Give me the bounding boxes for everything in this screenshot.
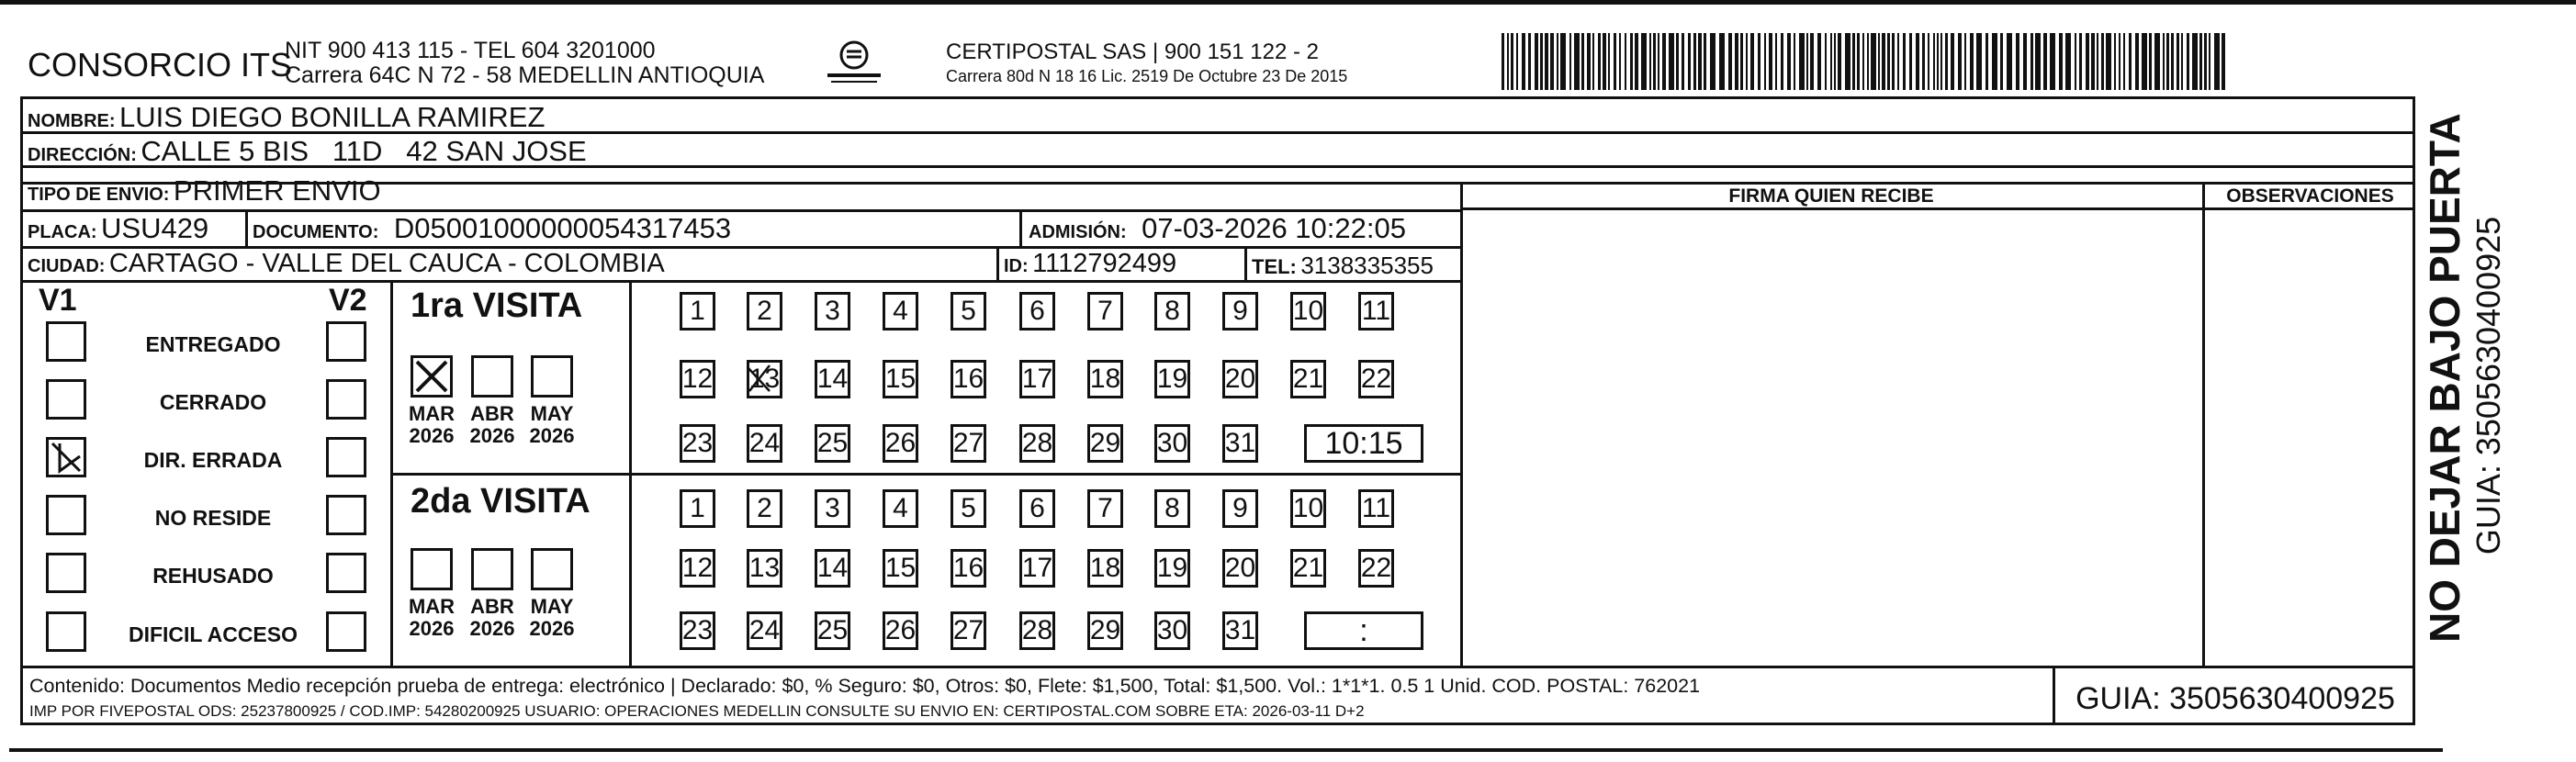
footer-divider — [20, 666, 2415, 668]
visit2-day-box[interactable]: 7 — [1087, 489, 1123, 528]
month-label — [524, 596, 579, 640]
visit2-day-box[interactable]: 28 — [1019, 611, 1055, 650]
id-value: 1112792499 — [1032, 249, 1177, 278]
ciudad-label: CIUDAD: — [28, 256, 106, 276]
visit2-day-box[interactable]: 29 — [1087, 611, 1123, 650]
observaciones-header: OBSERVACIONES — [2226, 185, 2394, 207]
visit2-day-box[interactable]: 23 — [680, 611, 715, 650]
v2-header: V2 — [329, 283, 367, 318]
side-guia: GUIA: 3505630400925 — [2469, 216, 2507, 555]
nombre-value: LUIS DIEGO BONILLA RAMIREZ — [119, 101, 546, 133]
month-year: 2026 — [529, 424, 575, 448]
v2-checkbox[interactable] — [326, 495, 366, 535]
cell-divider — [1019, 209, 1022, 246]
footer-imp: IMP POR FIVEPOSTAL ODS: 25237800925 / COD.IMP: 54280200925 USUARIO: OPERACIONES MEDELLIN CONSULTE SU ENVIO EN: CERTIPOSTAL.COM SOBRE ETA: 2026-03-11 D+2 — [29, 702, 1365, 720]
visit1-month-checkbox[interactable] — [471, 355, 513, 398]
month-name: ABR — [470, 402, 514, 425]
visit2-day-box[interactable]: 25 — [815, 611, 850, 650]
visit2-title: 2da VISITA — [411, 482, 591, 521]
tel-cell — [1252, 252, 1434, 280]
status-label: ENTREGADO — [145, 332, 281, 356]
v1-checkbox[interactable] — [46, 321, 86, 362]
visit1-day-box[interactable]: 4 — [883, 292, 918, 331]
visit2-time-box[interactable]: : — [1304, 611, 1423, 650]
v1-checkbox[interactable] — [46, 379, 86, 420]
month-label — [465, 403, 520, 447]
visit2-day-box[interactable]: 3 — [815, 489, 850, 528]
id-label: ID: — [1004, 256, 1029, 276]
month-name: MAR — [408, 595, 456, 618]
ciudad-cell — [28, 249, 665, 279]
id-cell — [1004, 249, 1176, 279]
month-year: 2026 — [469, 424, 515, 448]
status-label: DIR. ERRADA — [143, 448, 283, 472]
documento-value: D05001000000054317453 — [393, 212, 732, 244]
visit1-day-box[interactable]: 18 — [1087, 360, 1123, 398]
visit1-day-box[interactable]: 19 — [1154, 360, 1190, 398]
month-label — [404, 596, 459, 640]
month-name: ABR — [470, 595, 514, 618]
admision-label: ADMISIÓN: — [1029, 222, 1127, 242]
visit2-day-box[interactable]: 8 — [1154, 489, 1190, 528]
company-address: Carrera 64C N 72 - 58 MEDELLIN ANTIOQUIA — [285, 62, 765, 88]
visit1-day-box[interactable]: 21 — [1290, 360, 1326, 398]
visit2-day-box[interactable]: 15 — [883, 549, 918, 588]
visit2-day-box[interactable]: 30 — [1154, 611, 1190, 650]
placa-label: PLACA: — [28, 222, 97, 242]
visit2-day-box[interactable]: 17 — [1019, 549, 1055, 588]
visit1-month-checkbox[interactable] — [411, 355, 453, 398]
certipostal-info: CERTIPOSTAL SAS | 900 151 122 - 2 — [946, 39, 1319, 64]
visit2-day-box[interactable]: 1 — [680, 489, 715, 528]
visit1-day-box[interactable]: 2 — [747, 292, 782, 331]
visit1-day-box[interactable]: 14 — [815, 360, 850, 398]
visit2-day-box[interactable]: 31 — [1222, 611, 1258, 650]
visit2-day-box[interactable]: 21 — [1290, 549, 1326, 588]
company-name: CONSORCIO ITS — [28, 46, 293, 84]
visit2-day-box[interactable]: 20 — [1222, 549, 1258, 588]
visit1-day-box[interactable]: 10 — [1290, 292, 1326, 331]
documento-label: DOCUMENTO: — [253, 222, 379, 242]
visit2-day-box[interactable]: 5 — [951, 489, 986, 528]
visit1-day-box[interactable]: 3 — [815, 292, 850, 331]
tel-value: 3138335355 — [1300, 252, 1434, 279]
v2-checkbox[interactable] — [326, 379, 366, 420]
visit1-day-box[interactable]: 6 — [1019, 292, 1055, 331]
visit2-month-checkbox[interactable] — [531, 548, 573, 590]
visit1-day-box[interactable]: 23 — [680, 424, 715, 463]
tipo-row — [28, 174, 381, 207]
tel-label: TEL: — [1252, 255, 1297, 278]
row-divider — [20, 280, 1460, 283]
visit1-day-box[interactable]: 12 — [680, 360, 715, 398]
visit2-day-box[interactable]: 27 — [951, 611, 986, 650]
visit1-day-box[interactable]: 11 — [1358, 292, 1394, 331]
visit1-day-box[interactable]: 30 — [1154, 424, 1190, 463]
certipostal-address: Carrera 80d N 18 16 Lic. 2519 De Octubre 23 De 2015 — [946, 67, 1348, 85]
visit2-day-box[interactable]: 9 — [1222, 489, 1258, 528]
company-nit: NIT 900 413 115 - TEL 604 3201000 — [285, 38, 656, 63]
month-label — [465, 596, 520, 640]
month-year: 2026 — [409, 617, 455, 641]
observaciones-area[interactable] — [2205, 210, 2415, 666]
visit1-day-box[interactable]: 7 — [1087, 292, 1123, 331]
tipo-value: PRIMER ENVIO — [173, 174, 381, 207]
month-year: 2026 — [529, 617, 575, 641]
cell-divider — [996, 246, 999, 280]
visit2-day-box[interactable]: 10 — [1290, 489, 1326, 528]
direccion-label: DIRECCIÓN: — [28, 145, 137, 165]
visit1-day-box[interactable]: 27 — [951, 424, 986, 463]
visit1-day-box[interactable]: 28 — [1019, 424, 1055, 463]
status-label: NO RESIDE — [154, 506, 272, 530]
certipostal-logo — [822, 35, 886, 90]
month-name: MAY — [530, 402, 574, 425]
visit2-day-box[interactable]: 24 — [747, 611, 782, 650]
visit-divider — [390, 473, 1460, 476]
tipo-label: TIPO DE ENVIO: — [28, 185, 170, 205]
status-label: DIFICIL ACCESO — [128, 622, 298, 646]
visit2-day-box[interactable]: 13 — [747, 549, 782, 588]
admision-cell — [1029, 212, 1406, 245]
firma-header: FIRMA QUIEN RECIBE — [1728, 185, 1934, 207]
v1-checkbox[interactable] — [46, 611, 86, 652]
visit1-day-box[interactable]: 8 — [1154, 292, 1190, 331]
firma-area[interactable] — [1460, 210, 2202, 666]
direccion-row — [28, 135, 587, 168]
visit1-day-box[interactable]: 17 — [1019, 360, 1055, 398]
month-name: MAR — [408, 402, 456, 425]
visit2-day-box[interactable]: 2 — [747, 489, 782, 528]
visit1-day-box[interactable]: 24 — [747, 424, 782, 463]
ciudad-value: CARTAGO - VALLE DEL CAUCA - COLOMBIA — [108, 249, 665, 278]
nombre-label: NOMBRE: — [28, 111, 116, 131]
nombre-row — [28, 101, 545, 134]
visit1-day-box[interactable]: 13 — [747, 360, 782, 398]
v2-checkbox[interactable] — [326, 437, 366, 477]
month-year: 2026 — [409, 424, 455, 448]
visit1-day-box[interactable]: 16 — [951, 360, 986, 398]
visit2-month-checkbox[interactable] — [471, 548, 513, 590]
visit2-day-box[interactable]: 18 — [1087, 549, 1123, 588]
bottom-line — [9, 748, 2443, 752]
visit1-day-box[interactable]: 31 — [1222, 424, 1258, 463]
visit1-day-box[interactable]: 1 — [680, 292, 715, 331]
visit2-day-box[interactable]: 6 — [1019, 489, 1055, 528]
v1-checkbox[interactable] — [46, 553, 86, 593]
side-text — [2420, 113, 2508, 643]
placa-cell — [28, 212, 208, 245]
visit2-day-box[interactable]: 14 — [815, 549, 850, 588]
v2-checkbox[interactable] — [326, 611, 366, 652]
status-label: CERRADO — [159, 390, 267, 414]
visit2-month-checkbox[interactable] — [411, 548, 453, 590]
month-year: 2026 — [469, 617, 515, 641]
visit1-day-box[interactable]: 9 — [1222, 292, 1258, 331]
footer-guia: GUIA: 3505630400925 — [2075, 681, 2395, 716]
side-no-dejar: NO DEJAR BAJO PUERTA — [2421, 113, 2469, 643]
v2-checkbox[interactable] — [326, 553, 366, 593]
visit2-day-box[interactable]: 26 — [883, 611, 918, 650]
visit1-day-box[interactable]: 15 — [883, 360, 918, 398]
v2-checkbox[interactable] — [326, 321, 366, 362]
visit1-day-box[interactable]: 22 — [1358, 360, 1394, 398]
visit1-day-box[interactable]: 20 — [1222, 360, 1258, 398]
documento-cell — [253, 212, 731, 245]
v1-checkbox[interactable] — [46, 495, 86, 535]
visit1-title: 1ra VISITA — [411, 286, 583, 325]
month-label — [404, 403, 459, 447]
visit1-month-checkbox[interactable] — [531, 355, 573, 398]
cell-divider — [1244, 246, 1247, 280]
visit1-day-box[interactable]: 25 — [815, 424, 850, 463]
visit2-day-box[interactable]: 12 — [680, 549, 715, 588]
barcode — [1502, 33, 2227, 90]
month-label — [524, 403, 579, 447]
status-label: REHUSADO — [152, 564, 274, 588]
visit1-day-box[interactable]: 5 — [951, 292, 986, 331]
visit1-day-box[interactable]: 26 — [883, 424, 918, 463]
admision-value: 07-03-2026 10:22:05 — [1142, 212, 1406, 244]
v1-header: V1 — [39, 283, 77, 318]
visit2-day-box[interactable]: 22 — [1358, 549, 1394, 588]
visit1-day-box[interactable]: 29 — [1087, 424, 1123, 463]
visit2-day-box[interactable]: 4 — [883, 489, 918, 528]
top-border — [0, 0, 2576, 5]
visit2-day-box[interactable]: 16 — [951, 549, 986, 588]
cell-divider — [245, 209, 248, 246]
placa-value: USU429 — [101, 212, 209, 244]
footer-contenido: Contenido: Documentos Medio recepción prueba de entrega: electrónico | Declarado: $0, % Seguro: $0, Otros: $0, Flete: $1,500, Total: $1,500. Vol.: 1*1*1. 0.5 1 Unid. COD. POSTAL: 762021 — [29, 675, 1701, 697]
v1-checkbox[interactable] — [46, 437, 86, 477]
month-name: MAY — [530, 595, 574, 618]
visit2-day-box[interactable]: 11 — [1358, 489, 1394, 528]
visit2-day-box[interactable]: 19 — [1154, 549, 1190, 588]
direccion-value: CALLE 5 BIS 11D 42 SAN JOSE — [141, 135, 587, 167]
visit1-time-box[interactable]: 10:15 — [1304, 424, 1423, 463]
